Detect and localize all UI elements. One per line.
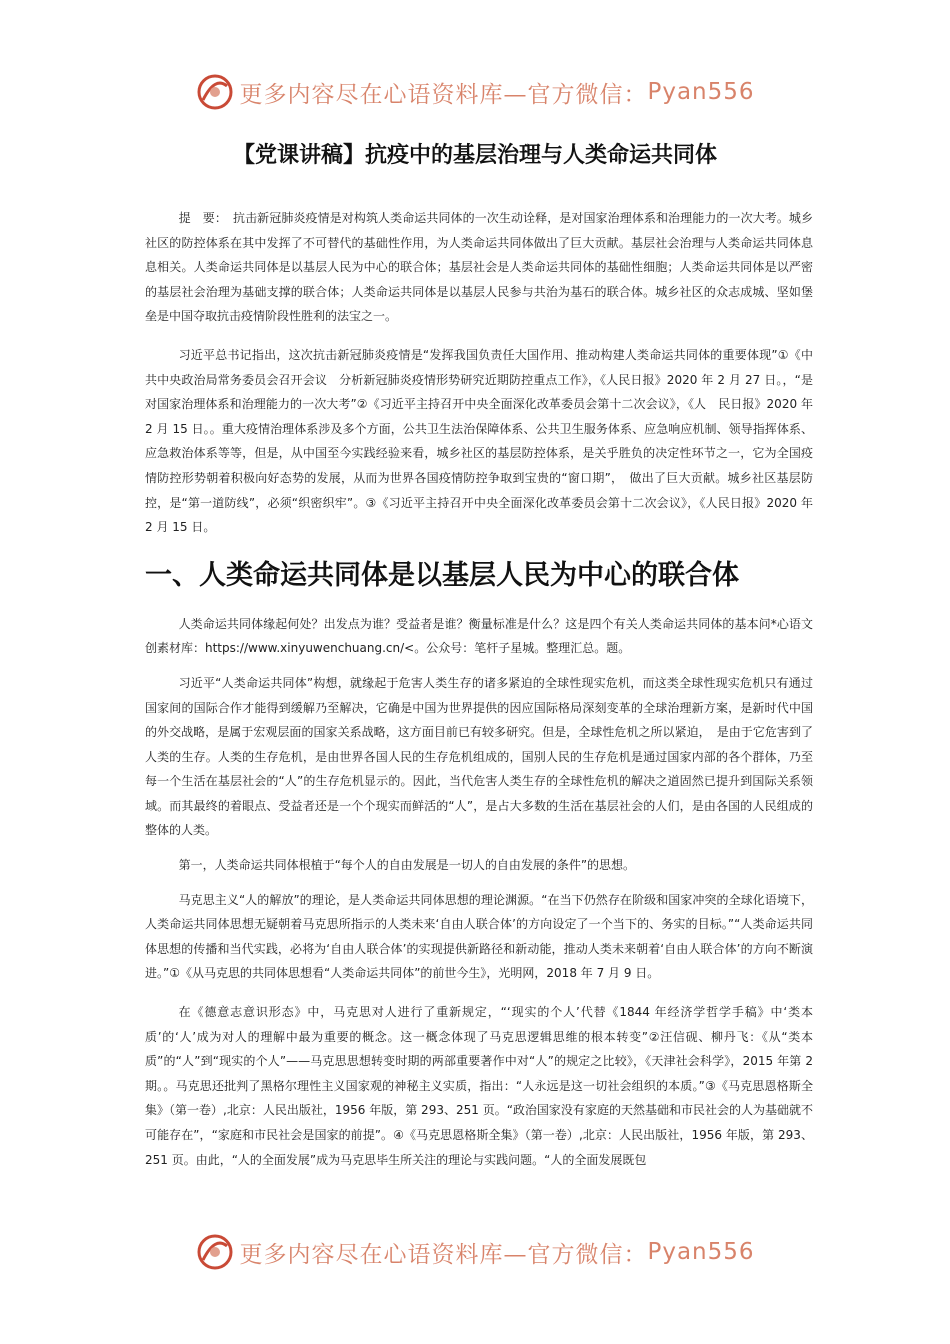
document-title: 【党课讲稿】抗疫中的基层治理与人类命运共同体	[232, 143, 717, 168]
wechat-id: Pyan556	[647, 1239, 755, 1265]
body-paragraph: 人类命运共同体缘起何处？出发点为谁？受益者是谁？衡量标准是什么？这是四个有关人类命运共同体的基本问*心语文创素材库：https://www.xinyuwenchuang.cn/<。公众号：笔杆子星城。整理汇总。题。	[145, 616, 813, 656]
header-watermark-banner	[0, 68, 950, 116]
body-paragraph: 在《德意志意识形态》中，马克思对人进行了重新规定，“‘现实的个人’代替《1844 年经济学哲学手稿》中‘类本质’的‘人’成为对人的理解中最为重要的概念。这一概念体现了马克思逻辑思维的根本转变”②汪信砚、柳丹飞：《从“类本质”的“人”到“现实的个人”——马克思思想转变时期的两部重要著作中对“人”的规定之比较》，《天津社会科学》，2015 年第 2 期。。马克思还批判了黑格尔理性主义国家观的神秘主义实质，指出：“人永远是这一切社会组织的本质。”③《马克思恩格斯全集》（第一卷）,北京：人民出版社，1956 年版，第 293、251 页。“政治国家没有家庭的天然基础和市民社会的人为基础就不可能存在”，“家庭和市民社会是国家的前提”。④《马克思恩格斯全集》（第一卷）,北京：人民出版社，1956 年版，第 293、251 页。由此，“人的全面发展”成为马克思毕生所关注的理论与实践问题。“人的全面发展既包	[145, 1005, 813, 1167]
section-heading: 一、人类命运共同体是以基层人民为中心的联合体	[145, 559, 739, 591]
abstract-paragraph: 提 要： 抗击新冠肺炎疫情是对构筑人类命运共同体的一次生动诠释，是对国家治理体系和治理能力的一次大考。城乡社区的防控体系在其中发挥了不可替代的基础性作用，为人类命运共同体做出了巨大贡献。基层社会治理与人类命运共同体息息相关。人类命运共同体是以基层人民为中心的联合体；基层社会是人类命运共同体的基础性细胞；人类命运共同体是以严密的基层社会治理为基础支撑的联合体；人类命运共同体是以基层人民参与共治为基石的联合体。城乡社区的众志成城、坚如堡垒是中国夺取抗击疫情阶段性胜利的法宝之一。	[145, 211, 813, 324]
banner-text: 更多内容尽在心语资料库—官方微信：	[239, 81, 648, 108]
document-body	[145, 206, 813, 1182]
body-paragraph: 习近平“人类命运共同体”构想，就缘起于危害人类生存的诸多紧迫的全球性现实危机，而这类全球性现实危机只有通过国家间的国际合作才能得到缓解乃至解决，它确是中国为世界提供的因应国际格局深刻变革的全球治理新方案，是新时代中国的外交战略，是属于宏观层面的国家关系战略，这方面目前已有较多研究。但是，全球性危机之所以紧迫， 是由于它危害到了人类的生存。人类的生存危机，是由世界各国人民的生存危机组成的，国别人民的生存危机是通过国家内部的各个群体，乃至每一个生活在基层社会的“人”的生存危机显示的。因此，当代危害人类生存的全球性危机的解决之道固然已提升到国际关系领域。而其最终的着眼点、受益者还是一个个现实而鲜活的“人”，是占大多数的生活在基层社会的人们，是由各国的人民组成的整体的人类。	[145, 675, 813, 838]
red-seal-logo-icon	[195, 1232, 235, 1272]
intro-paragraph: 习近平总书记指出，这次抗击新冠肺炎疫情是“发挥我国负责任大国作用、推动构建人类命运共同体的重要体现”①《中共中央政治局常务委员会召开会议 分析新冠肺炎疫情形势研究近期防控重点工作》，《人民日报》2020 年 2 月 27 日。，“是对国家治理体系和治理能力的一次大考”②《习近平主持召开中央全面深化改革委员会第十二次会议》，《人 民日报》2020 年 2 月 15 日。。重大疫情治理体系涉及多个方面，公共卫生法治保障体系、公共卫生服务体系、应急响应机制、领导指挥体系、应急救治体系等等，但是，从中国至今实践经验来看，城乡社区的基层防控体系，是关乎胜负的决定性环节之一，它为全国疫情防控形势朝着积极向好态势的发展，从而为世界各国疫情防控争取到宝贵的“窗口期”， 做出了巨大贡献。城乡社区基层防控，是“第一道防线”，必须“织密织牢”。③《习近平主持召开中央全面深化改革委员会第十二次会议》，《人民日报》2020 年 2 月 15 日。	[145, 347, 813, 535]
body-paragraph: 第一，人类命运共同体根植于“每个人的自由发展是一切人的自由发展的条件”的思想。	[178, 858, 636, 873]
red-seal-logo-icon	[195, 72, 235, 112]
wechat-id: Pyan556	[647, 79, 755, 105]
body-paragraph: 马克思主义“人的解放”的理论，是人类命运共同体思想的理论渊源。“在当下仍然存在阶级和国家冲突的全球化语境下，人类命运共同体思想无疑朝着马克思所指示的人类未来‘自由人联合体’的方向设定了一个当下的、务实的目标。”“人类命运共同体思想的传播和当代实践，必将为‘自由人联合体’的实现提供新路径和新动能，推动人类未来朝着‘自由人联合体’的方向不断演进。”①《从马克思的共同体思想看“人类命运共同体”的前世今生》，光明网，2018 年 7 月 9 日。	[145, 892, 813, 981]
banner-text: 更多内容尽在心语资料库—官方微信：	[239, 1241, 648, 1268]
footer-watermark-banner	[0, 1228, 950, 1276]
